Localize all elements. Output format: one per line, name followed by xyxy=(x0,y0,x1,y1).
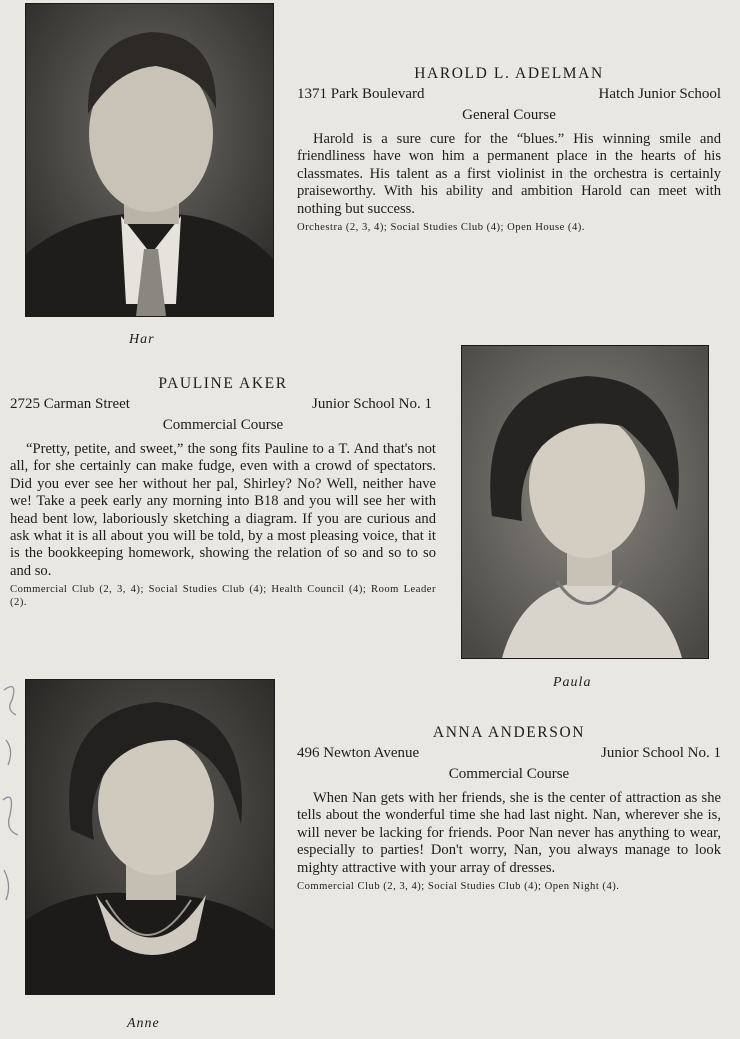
student-name: ANNA ANDERSON xyxy=(432,724,586,741)
nickname-anna: Anne xyxy=(127,1016,160,1031)
student-name: PAULINE AKER xyxy=(158,375,288,392)
student-name: HAROLD L. ADELMAN xyxy=(414,65,604,82)
activities: Commercial Club (2, 3, 4); Social Studies Club (4); Open Night (4). xyxy=(297,881,620,893)
street-address: 1371 Park Boulevard xyxy=(297,86,425,102)
address-line xyxy=(297,743,721,763)
junior-school: Junior School No. 1 xyxy=(312,396,432,412)
portrait-photo-harold xyxy=(25,3,274,317)
course: Commercial Course xyxy=(162,417,284,433)
entry-anna xyxy=(297,723,721,893)
handwriting-marks xyxy=(0,670,24,920)
course: Commercial Course xyxy=(448,766,570,782)
street-address: 496 Newton Avenue xyxy=(297,745,420,761)
address-line xyxy=(297,84,721,104)
course: General Course xyxy=(462,107,556,123)
nickname-pauline: Paula xyxy=(553,675,592,690)
junior-school: Junior School No. 1 xyxy=(601,745,721,761)
biography: “Pretty, petite, and sweet,” the song fits Pauline to a T. And that's not all, for she certainly can make fudge, even with a crowd of spectators. Did you ever see her without her pal, Shirley? No? Well, neither have we! Take a peek early any morning into B18 and you will see her with head bent low, laboriously sketching a diagram. If you are curious and ask what it is all about you will be told, by a most pleasing voice, that it is the bookkeeping homework, showing the relation of so and so to so and so. xyxy=(10,441,436,579)
street-address: 2725 Carman Street xyxy=(10,396,130,412)
portrait-image xyxy=(462,346,708,658)
portrait-image xyxy=(26,680,274,994)
portrait-image xyxy=(26,4,273,316)
entry-harold xyxy=(297,64,721,234)
junior-school: Hatch Junior School xyxy=(598,86,721,102)
activities: Commercial Club (2, 3, 4); Social Studies Club (4); Health Council (4); Room Leader (2). xyxy=(10,584,436,609)
biography: When Nan gets with her friends, she is the center of attraction as she tells about the wonderful time she had last night. Nan, wherever she is, will never be lacking for friends. Poor Nan never has anything to wear, especially to parties! Don't worry, Nan, you always manage to look mighty attractive with your array of dresses. xyxy=(297,790,721,876)
portrait-photo-anna xyxy=(25,679,275,995)
portrait-photo-pauline xyxy=(461,345,709,659)
nickname-harold: Har xyxy=(129,332,155,347)
biography: Harold is a sure cure for the “blues.” His winning smile and friendliness have won him a permanent place in the hearts of his classmates. His talent as a first violinist in the orchestra is certainly praiseworthy. With his ability and ambition Harold can meet with nothing but success. xyxy=(297,131,721,217)
activities: Orchestra (2, 3, 4); Social Studies Club (4); Open House (4). xyxy=(297,222,585,234)
entry-pauline xyxy=(10,374,436,609)
address-line xyxy=(10,394,436,414)
